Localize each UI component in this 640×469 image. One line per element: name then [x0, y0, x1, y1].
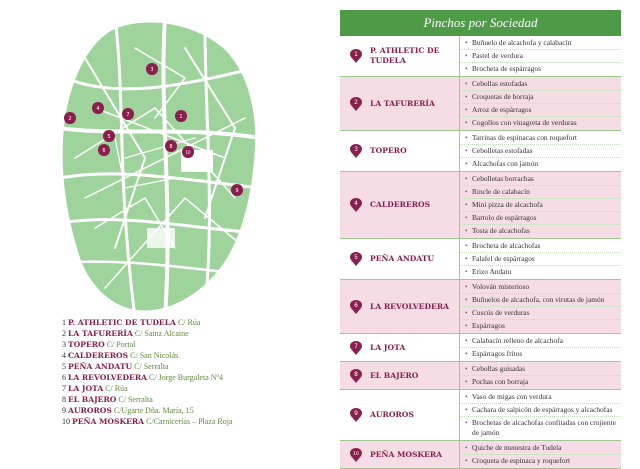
society-name: LA REVOLVEDERA [370, 301, 450, 311]
society-row [340, 239, 621, 280]
svg-text:6: 6 [354, 301, 358, 309]
pincho-item: • Calabacín relleno de alcachofa [460, 335, 621, 348]
pinchos-list [460, 441, 621, 468]
legend-row: 7 LA JOTA C/ Rúa [62, 384, 128, 393]
map-pin-icon [350, 49, 362, 63]
pincho-item: • Falafel de espárragos [460, 253, 621, 266]
map-pin-icon [350, 369, 362, 383]
svg-text:3: 3 [354, 146, 358, 153]
pincho-item: • Cogollos con vinagreta de verduras [460, 117, 621, 129]
society-row [340, 441, 621, 469]
map-pin-10[interactable] [182, 146, 194, 158]
pincho-item: • Cebollas guisadas [460, 363, 621, 376]
svg-text:9: 9 [354, 410, 358, 417]
legend-row: 5 PEÑA ANDATU C/ Serralta [62, 362, 169, 371]
table-rows [340, 36, 621, 469]
pincho-item: • Brocheta de espárragos [460, 63, 621, 75]
svg-text:6: 6 [102, 148, 106, 154]
pincho-item: • Pastel de verdura [460, 50, 621, 63]
pincho-item: • Cuscús de verduras [460, 307, 621, 320]
map-pin-2[interactable] [64, 112, 76, 124]
society-name: PEÑA MOSKERA [370, 449, 443, 459]
legend-row: 8 EL BAJERO C/ Serralta [62, 395, 153, 404]
map-pin-icon [350, 448, 362, 462]
legend-row: 10 PEÑA MOSKERA C/Carnicerías – Plaza Roja [62, 417, 233, 426]
map-pin-icon [350, 97, 362, 111]
map-pin-5[interactable] [103, 130, 115, 142]
svg-text:8: 8 [169, 144, 173, 150]
pinchos-list [460, 36, 621, 76]
pinchos-table [340, 10, 621, 469]
pincho-item: • Buñuelo de alcachofa y calabacín [460, 37, 621, 50]
pinchos-list [460, 172, 621, 238]
pincho-item: • Croquetas de borraja [460, 91, 621, 104]
pincho-item: • Alcachofas con jamón [460, 158, 621, 170]
map-pin-icon [350, 341, 362, 355]
society-cell [340, 334, 460, 361]
pinchos-list [460, 334, 621, 361]
svg-text:5: 5 [107, 134, 111, 140]
map-pin-icon [350, 408, 362, 422]
map-pin-9[interactable] [231, 184, 243, 196]
society-cell [340, 280, 460, 333]
pincho-item: • Espárragos [460, 320, 621, 332]
pincho-item: • Tosta de alcachofas [460, 225, 621, 237]
pincho-item: • Erizo Andatu [460, 266, 621, 278]
pincho-item: • Cebolletas borrachas [460, 173, 621, 186]
map-pin-8[interactable] [165, 140, 177, 152]
pincho-item: • Bartolo de espárragos [460, 212, 621, 225]
society-cell [340, 390, 460, 440]
pincho-item: • Arroz de espárragos [460, 104, 621, 117]
society-legend [62, 317, 332, 427]
society-row [340, 131, 621, 172]
city-map [55, 18, 260, 318]
svg-text:10: 10 [353, 451, 359, 457]
legend-row: 4 CALDEREROS C/ San Nicolás [62, 351, 179, 360]
society-cell [340, 239, 460, 279]
society-row [340, 362, 621, 390]
svg-text:10: 10 [185, 150, 191, 155]
legend-row: 9 AUROROS C/Ugarte Dña. María, 15 [62, 406, 194, 415]
pincho-item: • Espárragos fritos [460, 348, 621, 360]
pinchos-list [460, 131, 621, 171]
pincho-item: • Tarrinas de espinacas con roquefort [460, 132, 621, 145]
svg-text:7: 7 [126, 112, 130, 118]
map-pin-7[interactable] [122, 108, 134, 120]
society-cell [340, 131, 460, 171]
pincho-item: • Mini pizza de alcachofa [460, 199, 621, 212]
svg-text:2: 2 [68, 116, 72, 122]
pincho-item: • Pochas con borraja [460, 376, 621, 388]
society-cell [340, 172, 460, 238]
svg-text:3: 3 [150, 67, 154, 73]
society-name: AUROROS [370, 410, 414, 419]
pinchos-list [460, 77, 621, 130]
legend-row: 6 LA REVOLVEDERA C/ Jorge Burgaleta Nº4 [62, 373, 223, 382]
society-name: LA JOTA [370, 342, 406, 352]
map-pin-icon [350, 252, 362, 266]
svg-text:9: 9 [235, 188, 239, 194]
svg-text:8: 8 [354, 370, 358, 378]
society-cell [340, 441, 460, 468]
pinchos-list [460, 390, 621, 440]
pinchos-list [460, 239, 621, 279]
pincho-item: • Vaso de migas con verdura [460, 391, 621, 404]
pincho-item: • Quiche de menestra de Tudela [460, 442, 621, 455]
legend-row: 2 LA TAFURERÍA C/ Sainz Alcaine [62, 329, 189, 338]
pincho-item: • Rincle de calabacín [460, 186, 621, 199]
pinchos-list [460, 280, 621, 333]
map-pin-icon [350, 144, 362, 158]
society-row [340, 280, 621, 334]
society-row [340, 36, 621, 77]
map-pin-3[interactable] [146, 63, 158, 75]
legend-row: 1 P. ATHLETIC DE TUDELA C/ Rúa [62, 318, 201, 327]
pinchos-list [460, 362, 621, 389]
svg-text:2: 2 [354, 98, 358, 106]
svg-text:4: 4 [96, 106, 100, 112]
society-name: LA TAFURERÍA [370, 98, 435, 108]
pincho-item: • Cebollas estofadas [460, 78, 621, 91]
map-pin-6[interactable] [98, 144, 110, 156]
table-title: Pinchos por Sociedad [340, 10, 621, 36]
map-pin-4[interactable] [92, 102, 104, 114]
society-cell [340, 77, 460, 130]
legend-row: 3 TOPERO C/ Portal [62, 340, 136, 349]
society-row [340, 172, 621, 239]
pincho-item: • Cachara de salpicón de espárragos y alcachofas [460, 404, 621, 417]
map-pin-icon [350, 198, 362, 212]
society-name: PEÑA ANDATU [370, 254, 435, 263]
svg-text:7: 7 [354, 342, 358, 350]
map-pin-1[interactable] [175, 110, 187, 122]
svg-text:1: 1 [179, 114, 183, 120]
map-pin-icon [350, 300, 362, 314]
pincho-item: • Volován misterioso [460, 281, 621, 294]
svg-text:5: 5 [354, 254, 358, 261]
society-name: TOPERO [370, 146, 407, 155]
svg-text:1: 1 [354, 51, 358, 58]
pincho-item: • Croqueta de espinaca y roquefort [460, 455, 621, 467]
pincho-item: • Brocheta de alcachofas [460, 240, 621, 253]
society-row [340, 334, 621, 362]
society-name: P. ATHLETIC DE TUDELA [370, 46, 440, 65]
society-name: EL BAJERO [370, 370, 419, 380]
society-row [340, 77, 621, 131]
society-cell [340, 362, 460, 389]
pincho-item: • Brochetas de alcachofas confitadas con crujiente de jamón [460, 417, 621, 439]
society-cell [340, 36, 460, 76]
pincho-item: • Buñuelos de alcachofa, con virutas de jamón [460, 294, 621, 307]
society-row [340, 390, 621, 441]
society-name: CALDEREROS [370, 200, 431, 209]
pincho-item: • Cebolletas estofadas [460, 145, 621, 158]
svg-text:4: 4 [354, 200, 358, 207]
